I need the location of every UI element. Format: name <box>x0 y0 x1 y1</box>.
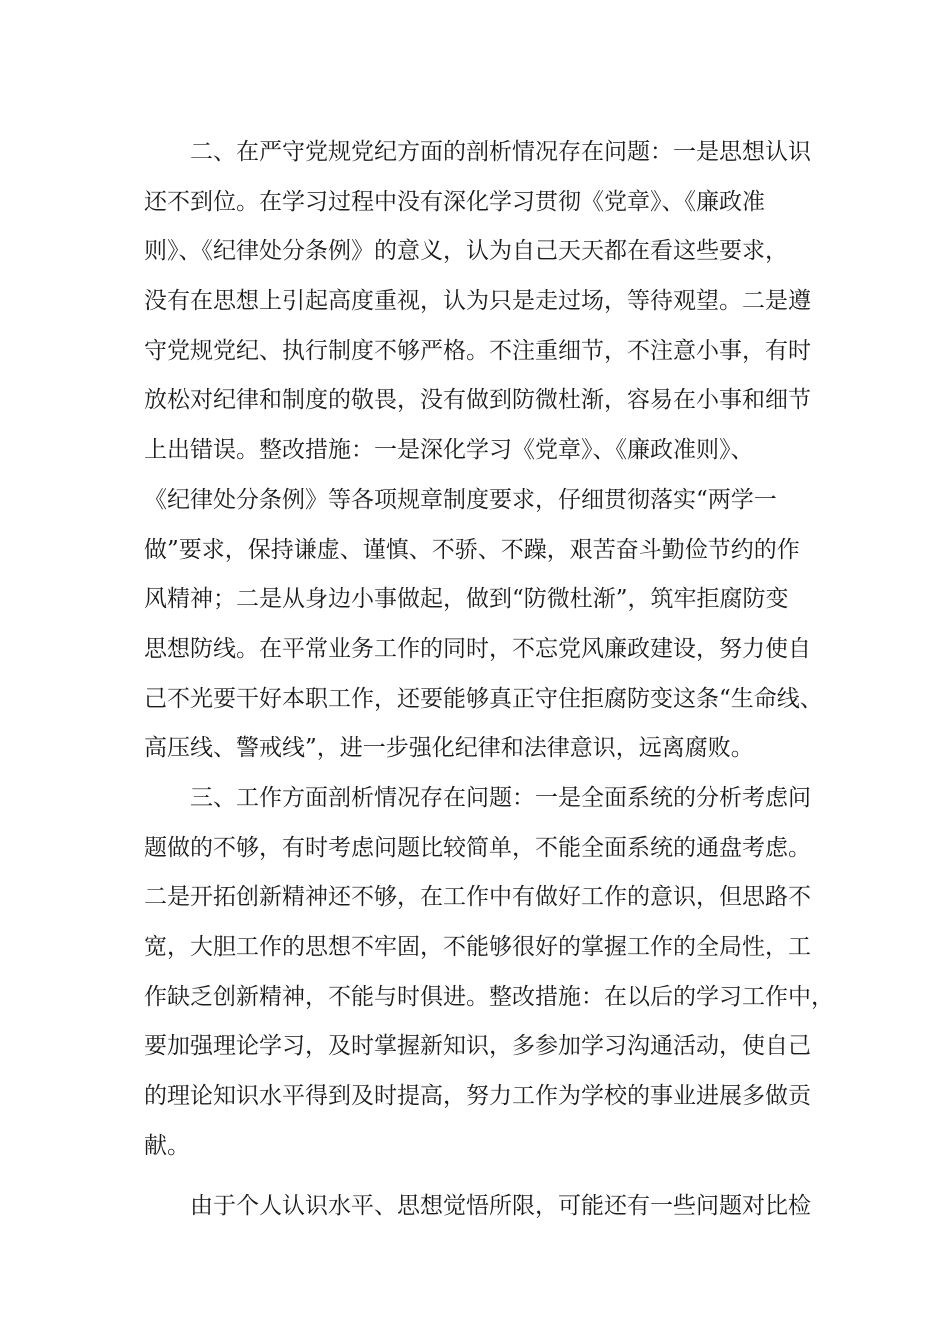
text-line: 还不到位。在学习过程中没有深化学习贯彻《党章》、《廉政准 <box>144 188 765 215</box>
text-line: 作缺乏创新精神，不能与时俱进。整改措施：在以后的学习工作中， <box>144 983 834 1010</box>
text-line: 己不光要干好本职工作，还要能够真正守住拒腐防变这条“生命线、 <box>144 685 823 712</box>
text-line: 做”要求，保持谦虚、谨慎、不骄、不躁，艰苦奋斗勤俭节约的作 <box>144 536 800 563</box>
text-line: 二、在严守党规党纪方面的剖析情况存在问题：一是思想认识 <box>190 139 811 165</box>
text-line: 思想防线。在平常业务工作的同时，不忘党风廉政建设，努力使自 <box>144 635 811 662</box>
text-line: 风精神；二是从身边小事做起，做到“防微杜渐”，筑牢拒腐防变 <box>144 586 789 613</box>
text-line: 要加强理论学习，及时掌握新知识，多参加学习沟通活动，使自己 <box>144 1033 811 1060</box>
text-line: 题做的不够，有时考虑问题比较简单，不能全面系统的通盘考虑。 <box>144 834 811 861</box>
document-body <box>144 128 834 1232</box>
text-line: 则》、《纪律处分条例》的意义，认为自己天天都在看这些要求， <box>144 238 788 265</box>
text-line: 放松对纪律和制度的敬畏，没有做到防微杜渐，容易在小事和细节 <box>144 387 811 414</box>
text-line: 《纪律处分条例》等各项规章制度要求，仔细贯彻落实“两学一 <box>144 486 777 513</box>
text-line: 没有在思想上引起高度重视，认为只是走过场，等待观望。二是遵 <box>144 288 811 315</box>
text-line: 高压线、警戒线”，进一步强化纪律和法律意识，远离腐败。 <box>144 735 754 762</box>
paragraph-discipline <box>144 128 834 774</box>
text-line: 上出错误。整改措施：一是深化学习《党章》、《廉政准则》、 <box>144 437 754 464</box>
text-line: 守党规党纪、执行制度不够严格。不注重细节，不注意小事，有时 <box>144 337 811 364</box>
text-line: 献。 <box>144 1132 190 1159</box>
text-line: 由于个人认识水平、思想觉悟所限，可能还有一些问题对比检 <box>190 1193 811 1220</box>
text-line: 三、工作方面剖析情况存在问题：一是全面系统的分析考虑问 <box>190 784 811 811</box>
paragraph-conclusion <box>144 1182 834 1232</box>
paragraph-work <box>144 774 834 1172</box>
text-line: 的理论知识水平得到及时提高，努力工作为学校的事业进展多做贡 <box>144 1083 811 1110</box>
text-line: 宽，大胆工作的思想不牢固，不能够很好的掌握工作的全局性，工 <box>144 934 811 960</box>
text-line: 二是开拓创新精神还不够，在工作中有做好工作的意识，但思路不 <box>144 884 811 911</box>
